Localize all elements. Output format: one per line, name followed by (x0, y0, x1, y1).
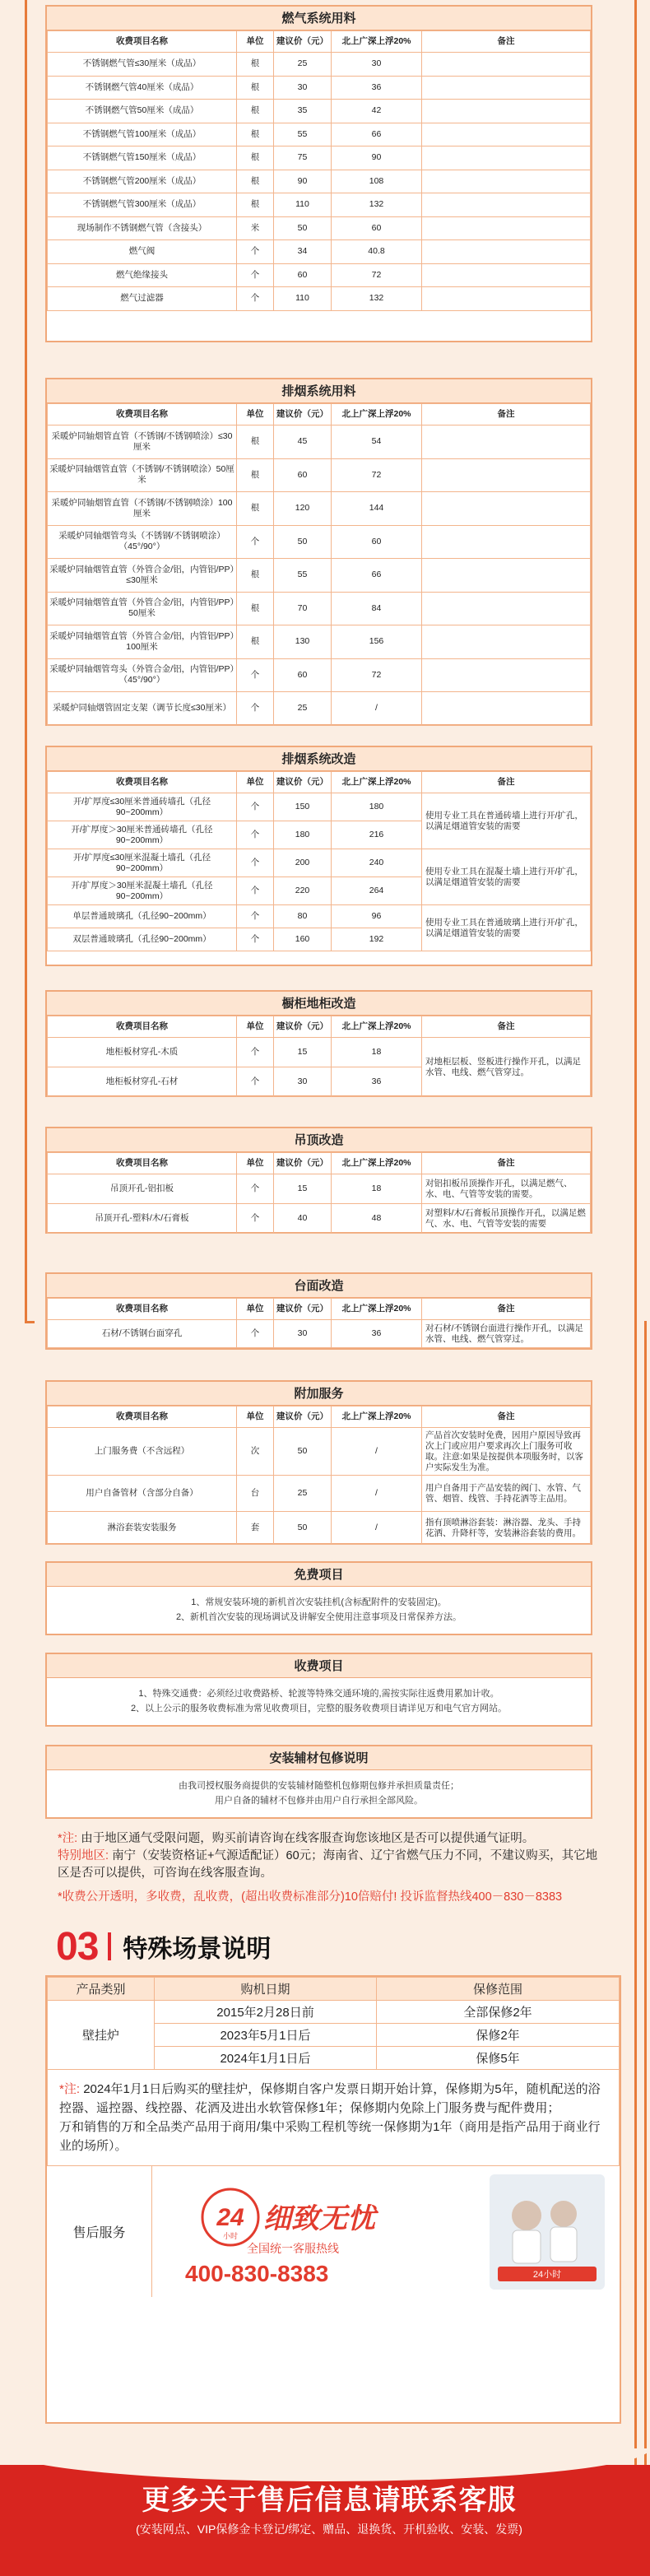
table-row: 淋浴套装安装服务 套 50 / 指有顶喷淋浴套装：淋浴器、龙头、手持花洒、升降杆等，安装淋浴套装的费用。 (48, 1512, 591, 1545)
table-row: 石材/不锈钢台面穿孔 个 30 36 对石材/不锈钢台面进行操作开孔，以满足水管、电线、燃气管穿过。 (48, 1320, 591, 1348)
price: 110 (274, 287, 332, 311)
item-name: 现场制作不锈钢燃气管（含接头） (48, 216, 237, 240)
item-name: 采暖炉同轴烟管直管（外管合金/铝，内管铝/PP）≤30厘米 (48, 559, 237, 593)
col-header: 备注 (422, 772, 591, 793)
special-label: 特别地区: (58, 1849, 109, 1862)
table-row: 地柜板材穿孔-石材 个 30 36 (48, 1067, 591, 1097)
item-name: 采暖炉同轴烟管直管（不锈钢/不锈钢喷涂）100厘米 (48, 492, 237, 526)
item-name: 燃气过滤器 (48, 287, 237, 311)
remark (422, 692, 591, 726)
table-row: 上门服务费（不含远程） 次 50 / 产品首次安装时免费，因用户原因导致再次上门或应用户要求再次上门服务可收取。注意:如果是按提供本项服务时，以客户实际发生为准。 (48, 1428, 591, 1476)
unit: 根 (237, 170, 274, 193)
person-icon (512, 2201, 541, 2230)
table-row (48, 425, 591, 459)
col-header: 收费项目名称 (48, 1407, 237, 1428)
item-name: 采暖炉同轴烟管弯头（外管合金/铝，内管铝/PP）（45°/90°） (48, 658, 237, 692)
section-title: 特殊场景说明 (123, 1936, 272, 1963)
table-row (48, 492, 591, 526)
remark (422, 170, 591, 193)
section-title: 排烟系统用料 (47, 379, 591, 403)
table-row (48, 216, 591, 240)
unit: 个 (237, 692, 274, 726)
hours-unit: 小时 (222, 2232, 239, 2240)
special-text: 南宁（安装资格证+气源适配证）60元；海南省、辽宁省燃气压力不同，不建议购买，其它地区是否可以提供，可咨询在线客服查询。 (58, 1849, 598, 1880)
exhaust-material-table (47, 403, 591, 726)
remark (422, 123, 591, 146)
service-promo (152, 2166, 620, 2297)
note-text-1: 2024年1月1日后购买的壁挂炉，保修期自客户发票日期开始计算，保修期为5年，随机配送的浴控器、遥控器、线控器、花洒及进出水软管保修1年；保修期内免除上门服务费与配件费用； (59, 2082, 601, 2115)
remark (422, 525, 591, 559)
remark (422, 240, 591, 264)
col-header: 单位 (237, 1299, 274, 1320)
note-text: 由于地区通气受限问题，购买前请咨询在线客服查询您该地区是否可以提供通气证明。 (81, 1832, 535, 1845)
item-name: 不锈钢燃气管300厘米（成品） (48, 193, 237, 217)
unit: 根 (237, 559, 274, 593)
table-row: 壁挂炉 2015年2月28日前 全部保修2年 (48, 2001, 620, 2024)
remark (422, 425, 591, 459)
table-row (48, 525, 591, 559)
item-name: 采暖炉同轴烟管直管（不锈钢/不锈钢喷涂）≤30厘米 (48, 425, 237, 459)
unit: 个 (237, 263, 274, 287)
unit: 根 (237, 625, 274, 659)
table-row (48, 76, 591, 100)
item-name: 燃气阀 (48, 240, 237, 264)
upcharge-price: 66 (332, 559, 422, 593)
upcharge-price: 132 (332, 287, 422, 311)
unit: 个 (237, 658, 274, 692)
table-row (48, 263, 591, 287)
upcharge-price: 30 (332, 53, 422, 77)
col-header: 收费项目名称 (48, 1016, 237, 1038)
section-title: 收费项目 (47, 1654, 591, 1678)
col-header: 单位 (237, 772, 274, 793)
price: 75 (274, 146, 332, 170)
person-icon (550, 2201, 577, 2227)
col-header: 备注 (422, 31, 591, 53)
col-header: 北上广深上浮20% (332, 772, 422, 793)
col-header: 单位 (237, 404, 274, 425)
upcharge-price: 54 (332, 425, 422, 459)
upcharge-price: 60 (332, 216, 422, 240)
note-text-2: 万和销售的万和全品类产品用于商用/集中采购工程机等统一保修期为1年（商用是指产品用于商业行业的场所）。 (59, 2120, 601, 2153)
col-header: 单位 (237, 1016, 274, 1038)
item-name: 采暖炉同轴烟管直管（外管合金/铝，内管铝/PP）100厘米 (48, 625, 237, 659)
upcharge-price: 66 (332, 123, 422, 146)
upcharge-price: 156 (332, 625, 422, 659)
hours-number: 24 (216, 2204, 244, 2231)
col-header: 收费项目名称 (48, 1153, 237, 1174)
upcharge-price: 84 (332, 592, 422, 625)
col-header: 购机日期 (155, 1978, 377, 2001)
price: 50 (274, 216, 332, 240)
hotline: 400-830-8383 (185, 2261, 329, 2286)
exhaust-mod-section (45, 746, 592, 966)
table-row: 吊顶开孔-塑料/木/石膏板 个 40 48 对塑料/木/石膏板吊顶操作开孔，以满足燃气、水、电、气管等安装的需要 (48, 1204, 591, 1234)
unit: 根 (237, 193, 274, 217)
col-header: 收费项目名称 (48, 1299, 237, 1320)
col-header: 单位 (237, 1153, 274, 1174)
table-row: 开/扩厚度＞30厘米混凝土墙孔（孔径90~200mm） 个 220 264 (48, 877, 591, 905)
counter-table (47, 1298, 591, 1348)
section-title: 台面改造 (47, 1274, 591, 1298)
table-row: 2023年5月1日后 保修2年 (48, 2024, 620, 2047)
col-header: 北上广深上浮20% (332, 1153, 422, 1174)
price: 30 (274, 76, 332, 100)
note-label: *注: (58, 1832, 78, 1845)
item-name: 不锈钢燃气管100厘米（成品） (48, 123, 237, 146)
unit: 根 (237, 123, 274, 146)
section-title: 免费项目 (47, 1563, 591, 1587)
exhaust-material-section (45, 378, 592, 726)
section-title: 吊顶改造 (47, 1128, 591, 1152)
price: 25 (274, 692, 332, 726)
warranty-note (47, 2070, 620, 2165)
note-label: *注: (59, 2082, 81, 2096)
section-title: 燃气系统用料 (47, 7, 591, 30)
col-header: 收费项目名称 (48, 31, 237, 53)
table-row: 双层普通玻璃孔（孔径90~200mm） 个 160 192 (48, 928, 591, 951)
section-title: 橱柜地柜改造 (47, 992, 591, 1016)
col-header: 保修范围 (377, 1978, 620, 2001)
warning-text: *收费公开透明，多收费，乱收费，(超出收费标准部分)10倍赔付! 投诉监督热线400－830－8383 (58, 1890, 563, 1904)
price: 45 (274, 425, 332, 459)
table-row: 开/扩厚度≤30厘米混凝土墙孔（孔径90~200mm） 个 200 240 使用专业工具在混凝土墙上进行开/扩孔，以满足烟道管安装的需要 (48, 849, 591, 877)
table-row (48, 458, 591, 492)
col-header: 北上广深上浮20% (332, 1407, 422, 1428)
person-body (513, 2230, 541, 2263)
unit: 个 (237, 240, 274, 264)
table-row: 2024年1月1日后 保修5年 (48, 2047, 620, 2070)
unit: 根 (237, 592, 274, 625)
free-section (45, 1561, 592, 1635)
table-row (48, 170, 591, 193)
unit: 米 (237, 216, 274, 240)
unit: 根 (237, 492, 274, 526)
col-header: 建议价（元） (274, 31, 332, 53)
remark (422, 625, 591, 659)
aux-line: 用户自备的辅材不包修并由用户自行承担全部风险。 (215, 1796, 423, 1806)
banner-title: 更多关于售后信息请联系客服 (142, 2485, 517, 2516)
unit: 根 (237, 458, 274, 492)
extra-section (45, 1380, 592, 1545)
person-body (550, 2227, 577, 2262)
upcharge-price: 40.8 (332, 240, 422, 264)
col-header: 收费项目名称 (48, 772, 237, 793)
item-name: 不锈钢燃气管40厘米（成品） (48, 76, 237, 100)
col-header: 建议价（元） (274, 404, 332, 425)
price: 25 (274, 53, 332, 77)
charge-section (45, 1653, 592, 1727)
table-row: 用户自备管材（含部分自备） 台 25 / 用户自备用于产品安装的阀门、水管、气管、烟管、线管、手持花洒等主品用。 (48, 1476, 591, 1512)
product-category: 壁挂炉 (48, 2001, 155, 2070)
col-header: 备注 (422, 1016, 591, 1038)
remark (422, 146, 591, 170)
item-name: 采暖炉同轴烟管固定支架（调节长度≤30厘米） (48, 692, 237, 726)
upcharge-price: 144 (332, 492, 422, 526)
section-title: 排烟系统改造 (47, 747, 591, 771)
charge-line: 2、以上公示的服务收费标准为常见收费项目，完整的服务收费项目请详见万和电气官方网站。 (130, 1704, 508, 1713)
table-row: 开/扩厚度≤30厘米普通砖墙孔（孔径90~200mm） 个 150 180 使用专业工具在普通砖墙上进行开/扩孔，以满足烟道管安装的需要 (48, 793, 591, 821)
col-header: 备注 (422, 1407, 591, 1428)
remark (422, 263, 591, 287)
table-row (48, 658, 591, 692)
decor-line-right (634, 0, 637, 2576)
remark (422, 559, 591, 593)
decor-line-right-2 (644, 1321, 647, 2576)
table-row (48, 193, 591, 217)
upcharge-price: 132 (332, 193, 422, 217)
ceiling-table (47, 1152, 591, 1234)
heading-divider (108, 1932, 111, 1960)
unit: 根 (237, 76, 274, 100)
extra-table (47, 1406, 591, 1545)
item-name: 采暖炉同轴烟管弯头（不锈钢/不锈钢喷涂）（45°/90°） (48, 525, 237, 559)
service-row (47, 2165, 620, 2297)
badge-text: 24小时 (532, 2270, 562, 2280)
decor-line-corner (25, 1321, 35, 1323)
item-name: 燃气绝缘接头 (48, 263, 237, 287)
price: 90 (274, 170, 332, 193)
table-row (48, 240, 591, 264)
price: 35 (274, 100, 332, 123)
warranty-block (45, 1975, 621, 2424)
free-line: 1、常规安装环境的新机首次安装挂机(含标配附件的安装固定)。 (191, 1597, 447, 1607)
decor-line-left (25, 0, 27, 1321)
free-line: 2、新机首次安装的现场调试及讲解安全使用注意事项及日常保养方法。 (175, 1612, 462, 1622)
slogan-sub: 全国统一客服热线 (247, 2242, 339, 2255)
upcharge-price: 36 (332, 76, 422, 100)
warranty-table (47, 1977, 620, 2070)
counter-section (45, 1272, 592, 1350)
col-header: 北上广深上浮20% (332, 31, 422, 53)
service-label: 售后服务 (47, 2166, 152, 2297)
gas-table (47, 30, 591, 311)
table-row (48, 692, 591, 726)
col-header: 备注 (422, 1299, 591, 1320)
unit: 根 (237, 425, 274, 459)
upcharge-price: 72 (332, 263, 422, 287)
aux-line: 由我司授权服务商提供的安装辅材随整机包修期包修并承担质量责任； (179, 1781, 459, 1791)
unit: 根 (237, 100, 274, 123)
price: 60 (274, 263, 332, 287)
item-name: 不锈钢燃气管200厘米（成品） (48, 170, 237, 193)
section-number: 03 (56, 1924, 99, 1969)
section-title: 安装辅材包修说明 (47, 1746, 591, 1770)
remark (422, 658, 591, 692)
col-header: 备注 (422, 404, 591, 425)
upcharge-price: 90 (332, 146, 422, 170)
col-header: 北上广深上浮20% (332, 404, 422, 425)
col-header: 建议价（元） (274, 1016, 332, 1038)
table-row: 单层普通玻璃孔（孔径90~200mm） 个 80 96 使用专业工具在普通玻璃上进行开/扩孔，以满足烟道管安装的需要 (48, 905, 591, 928)
col-header: 收费项目名称 (48, 404, 237, 425)
item-name: 不锈钢燃气管≤30厘米（成品） (48, 53, 237, 77)
col-header: 单位 (237, 1407, 274, 1428)
table-row (48, 559, 591, 593)
upcharge-price: 42 (332, 100, 422, 123)
remark (422, 76, 591, 100)
remark (422, 100, 591, 123)
upcharge-price: 72 (332, 458, 422, 492)
col-header: 建议价（元） (274, 772, 332, 793)
col-header: 建议价（元） (274, 1299, 332, 1320)
unit: 个 (237, 525, 274, 559)
price: 55 (274, 559, 332, 593)
upcharge-price: 60 (332, 525, 422, 559)
price: 50 (274, 525, 332, 559)
price: 70 (274, 592, 332, 625)
ceiling-section (45, 1127, 592, 1234)
remark (422, 458, 591, 492)
col-header: 产品类别 (48, 1978, 155, 2001)
remark (422, 287, 591, 311)
col-header: 备注 (422, 1153, 591, 1174)
col-header: 建议价（元） (274, 1153, 332, 1174)
price: 130 (274, 625, 332, 659)
table-row (48, 146, 591, 170)
remark (422, 592, 591, 625)
col-header: 建议价（元） (274, 1407, 332, 1428)
price: 34 (274, 240, 332, 264)
price: 120 (274, 492, 332, 526)
price: 60 (274, 458, 332, 492)
col-header: 北上广深上浮20% (332, 1299, 422, 1320)
upcharge-price: 108 (332, 170, 422, 193)
section-03-heading (56, 1926, 271, 1967)
exhaust-mod-table (47, 771, 591, 951)
table-row (48, 592, 591, 625)
remark (422, 216, 591, 240)
remark (422, 53, 591, 77)
aux-section (45, 1745, 592, 1819)
charge-line: 1、特殊交通费：必须经过收费路桥、轮渡等特殊交通环境的,需按实际往返费用累加计收。 (138, 1689, 499, 1699)
cabinet-table (47, 1016, 591, 1097)
table-row (48, 287, 591, 311)
table-row (48, 100, 591, 123)
service-promo-graphic (152, 2166, 620, 2298)
table-row: 地柜板材穿孔-木质 个 15 18 对地柜层板、竖板进行操作开孔，以满足水管、电线、燃气管穿过。 (48, 1038, 591, 1067)
contact-banner[interactable] (115, 2477, 543, 2537)
unit: 根 (237, 146, 274, 170)
table-row (48, 625, 591, 659)
item-name: 采暖炉同轴烟管直管（外管合金/铝，内管铝/PP）50厘米 (48, 592, 237, 625)
upcharge-price: 72 (332, 658, 422, 692)
col-header: 北上广深上浮20% (332, 1016, 422, 1038)
table-row (48, 123, 591, 146)
section-title: 附加服务 (47, 1382, 591, 1406)
unit: 个 (237, 287, 274, 311)
price: 55 (274, 123, 332, 146)
remark (422, 193, 591, 217)
table-row (48, 53, 591, 77)
tips-block (58, 1830, 609, 1906)
item-name: 采暖炉同轴烟管直管（不锈钢/不锈钢喷涂）50厘米 (48, 458, 237, 492)
item-name: 不锈钢燃气管150厘米（成品） (48, 146, 237, 170)
table-row: 吊顶开孔-铝扣板 个 15 18 对铝扣板吊顶操作开孔，以满足燃气、水、电、气管等安装的需要。 (48, 1174, 591, 1204)
remark (422, 492, 591, 526)
table-row: 开/扩厚度＞30厘米普通砖墙孔（孔径90~200mm） 个 180 216 (48, 821, 591, 849)
unit: 根 (237, 53, 274, 77)
upcharge-price: / (332, 692, 422, 726)
item-name: 不锈钢燃气管50厘米（成品） (48, 100, 237, 123)
col-header: 单位 (237, 31, 274, 53)
gas-section (45, 5, 592, 342)
price: 60 (274, 658, 332, 692)
price: 110 (274, 193, 332, 217)
cabinet-section (45, 990, 592, 1097)
slogan: 细致无忧 (263, 2203, 375, 2234)
banner-subtitle: (安装网点、VIP保修金卡登记/绑定、赠品、退换货、开机验收、安装、发票) (136, 2523, 522, 2536)
